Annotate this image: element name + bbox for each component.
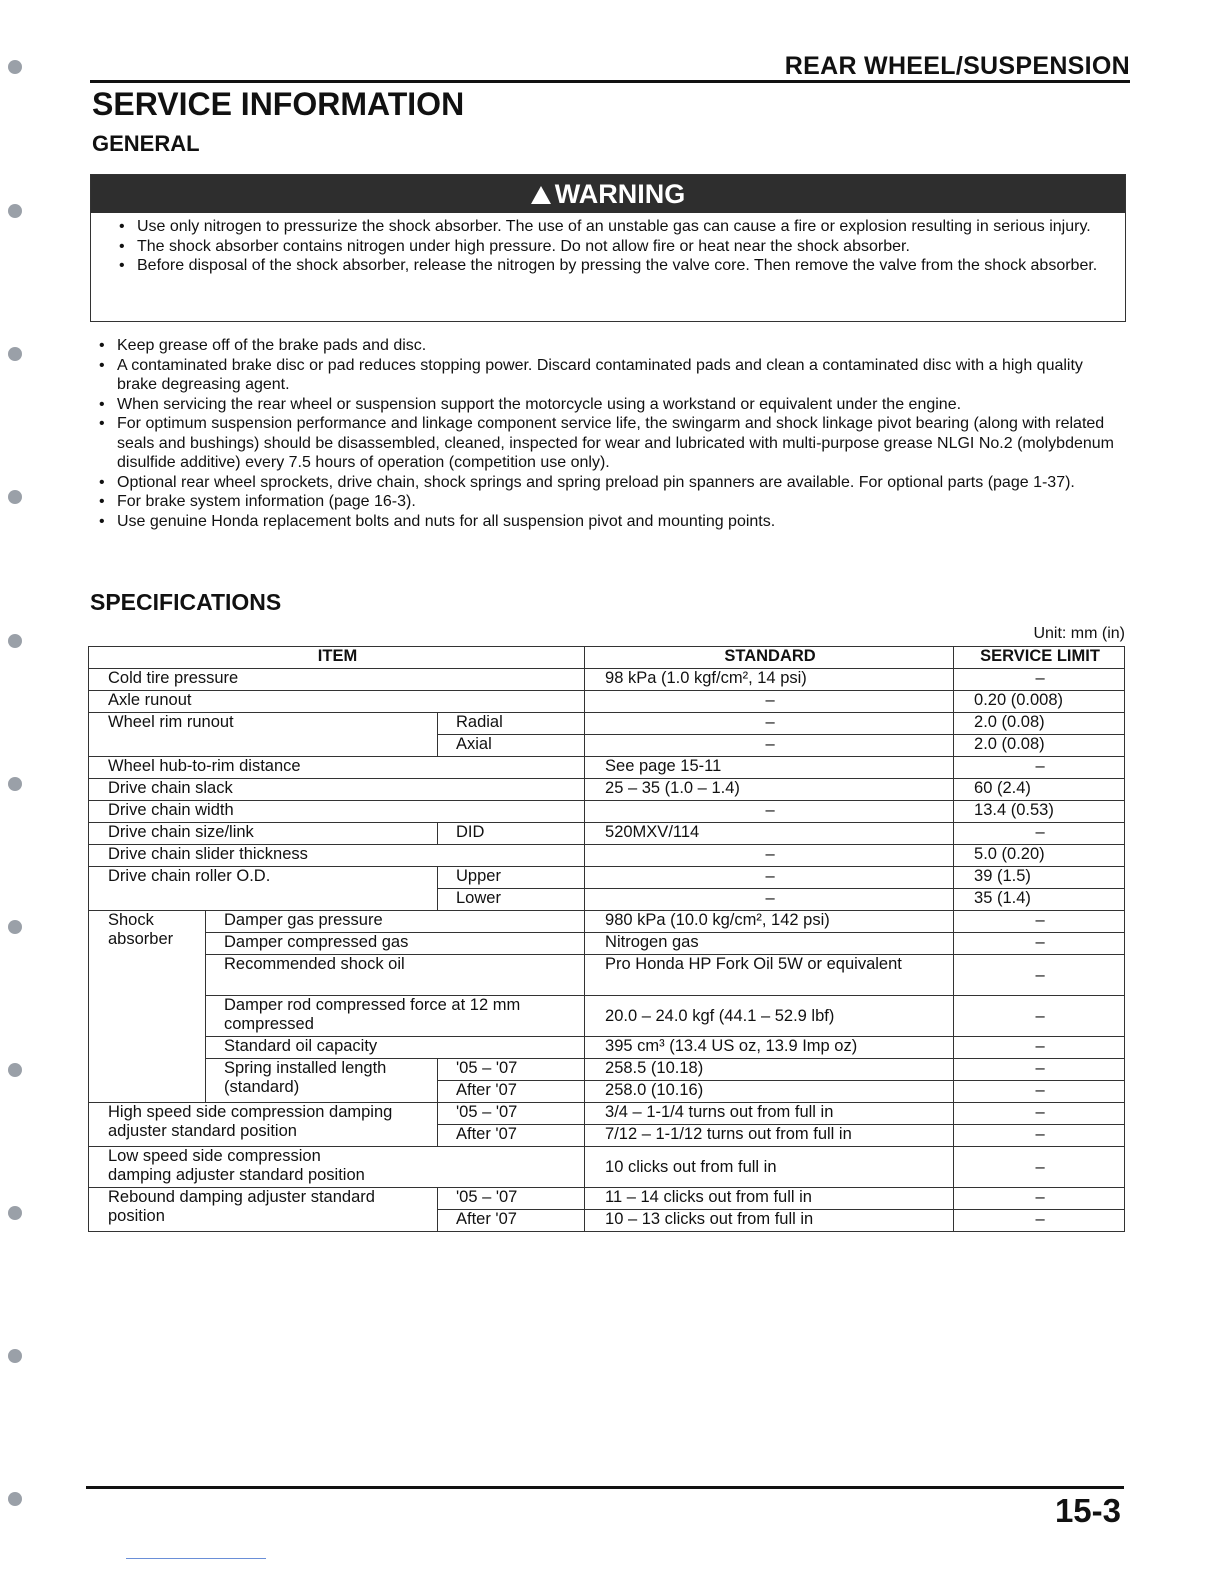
limit-cell: –	[954, 1081, 1125, 1103]
header-divider	[90, 80, 1130, 83]
shock-absorber-label: Shock absorber	[89, 911, 206, 1103]
limit-cell: –	[954, 933, 1125, 955]
item-cell: Drive chain slider thickness	[89, 845, 585, 867]
standard-cell: –	[585, 735, 954, 757]
item-cell: Damper compressed gas	[206, 933, 585, 955]
table-row	[89, 845, 1125, 867]
general-item: • When servicing the rear wheel or suspension support the motorcycle using a workstand or equivalent under the engine.	[117, 395, 1127, 415]
standard-cell: –	[585, 713, 954, 735]
specifications-heading: SPECIFICATIONS	[90, 589, 282, 615]
standard-cell: 520MXV/114	[585, 823, 954, 845]
sub-item-cell: Radial	[438, 713, 585, 735]
table-row	[89, 757, 1125, 779]
table-row	[89, 867, 1125, 889]
limit-cell: –	[954, 757, 1125, 779]
limit-cell: 13.4 (0.53)	[954, 801, 1125, 823]
standard-cell: 395 cm³ (13.4 US oz, 13.9 Imp oz)	[585, 1037, 954, 1059]
footer-divider	[86, 1486, 1124, 1489]
warning-triangle-icon	[531, 186, 551, 204]
table-row	[89, 691, 1125, 713]
sub-item-cell: Upper	[438, 867, 585, 889]
general-item: • A contaminated brake disc or pad reduces stopping power. Discard contaminated pads and clean a contaminated disc with a high quality brake degreasing agent.	[117, 356, 1127, 395]
warning-item: • Use only nitrogen to pressurize the shock absorber. The use of an unstable gas can cause a fire or explosion resulting in serious injury.	[137, 217, 1109, 237]
item-cell: Spring installed length (standard)	[206, 1059, 438, 1103]
limit-cell: –	[954, 669, 1125, 691]
specifications-table	[88, 646, 1125, 1232]
table-row	[89, 933, 1125, 955]
page-number: 15-3	[1054, 1492, 1121, 1529]
standard-cell: 258.5 (10.18)	[585, 1059, 954, 1081]
unit-label: Unit: mm (in)	[1033, 625, 1125, 642]
binder-hole	[8, 347, 22, 361]
general-item: • Keep grease off of the brake pads and disc.	[117, 336, 1127, 356]
item-cell: Axle runout	[89, 691, 585, 713]
item-cell: Cold tire pressure	[89, 669, 585, 691]
item-cell: Drive chain roller O.D.	[89, 867, 438, 911]
table-row	[89, 1059, 1125, 1081]
table-row	[89, 779, 1125, 801]
limit-cell: 39 (1.5)	[954, 867, 1125, 889]
sub-item-cell: After '07	[438, 1210, 585, 1232]
standard-cell: 25 – 35 (1.0 – 1.4)	[585, 779, 954, 801]
page-title: SERVICE INFORMATION	[92, 86, 465, 122]
warning-banner	[91, 175, 1125, 213]
warning-list	[91, 217, 1125, 276]
general-heading: GENERAL	[92, 131, 200, 156]
item-cell: Drive chain size/link	[89, 823, 438, 845]
table-row	[89, 996, 1125, 1037]
binder-hole	[8, 634, 22, 648]
standard-cell: 98 kPa (1.0 kgf/cm², 14 psi)	[585, 669, 954, 691]
item-cell: Rebound damping adjuster standard position	[89, 1188, 438, 1232]
item-cell: Wheel rim runout	[89, 713, 438, 757]
binder-hole	[8, 1063, 22, 1077]
binder-hole	[8, 204, 22, 218]
binder-hole	[8, 60, 22, 74]
warning-label: WARNING	[554, 179, 686, 209]
limit-cell: –	[954, 955, 1125, 996]
limit-cell: –	[954, 911, 1125, 933]
table-row	[89, 801, 1125, 823]
standard-cell: –	[585, 889, 954, 911]
table-row	[89, 1147, 1125, 1188]
binder-hole	[8, 490, 22, 504]
standard-cell: 258.0 (10.16)	[585, 1081, 954, 1103]
standard-cell: 10 – 13 clicks out from full in	[585, 1210, 954, 1232]
standard-cell: 980 kPa (10.0 kg/cm², 142 psi)	[585, 911, 954, 933]
standard-cell: 20.0 – 24.0 kgf (44.1 – 52.9 lbf)	[585, 996, 954, 1037]
column-header-item: ITEM	[89, 647, 585, 669]
sub-item-cell: After '07	[438, 1125, 585, 1147]
sub-item-cell: '05 – '07	[438, 1103, 585, 1125]
sub-item-cell: '05 – '07	[438, 1188, 585, 1210]
binder-hole	[8, 777, 22, 791]
limit-cell: –	[954, 1125, 1125, 1147]
general-item: • Use genuine Honda replacement bolts and nuts for all suspension pivot and mounting points.	[117, 512, 1127, 532]
sub-item-cell: DID	[438, 823, 585, 845]
standard-cell: Pro Honda HP Fork Oil 5W or equivalent	[585, 955, 954, 996]
item-cell: Recommended shock oil	[206, 955, 585, 996]
warning-item: • The shock absorber contains nitrogen under high pressure. Do not allow fire or heat near the shock absorber.	[137, 237, 1109, 257]
sub-item-cell: '05 – '07	[438, 1059, 585, 1081]
limit-cell: 0.20 (0.008)	[954, 691, 1125, 713]
item-cell: Drive chain slack	[89, 779, 585, 801]
limit-cell: 2.0 (0.08)	[954, 735, 1125, 757]
limit-cell: –	[954, 1188, 1125, 1210]
warning-box	[90, 174, 1126, 322]
item-cell: High speed side compression damping adjuster standard position	[89, 1103, 438, 1147]
standard-cell: 3/4 – 1-1/4 turns out from full in	[585, 1103, 954, 1125]
standard-cell: 11 – 14 clicks out from full in	[585, 1188, 954, 1210]
limit-cell: –	[954, 1059, 1125, 1081]
general-item: • For brake system information (page 16-3).	[117, 492, 1127, 512]
section-title: REAR WHEEL/SUSPENSION	[784, 52, 1130, 80]
standard-cell: 7/12 – 1-1/12 turns out from full in	[585, 1125, 954, 1147]
limit-cell: 35 (1.4)	[954, 889, 1125, 911]
table-row	[89, 1103, 1125, 1125]
scan-artifact-line	[126, 1558, 266, 1559]
binder-hole	[8, 1206, 22, 1220]
limit-cell: –	[954, 823, 1125, 845]
general-item: • For optimum suspension performance and linkage component service life, the swingarm and shock linkage pivot bearing (along with related seals and bushings) should be disassembled, cleaned, inspected for wear and lubricated with multi-purpose grease NLGI No.2 (molybdenum disulfide additive) every 7.5 hours of operation (competition use only).	[117, 414, 1127, 473]
sub-item-cell: After '07	[438, 1081, 585, 1103]
column-header-limit: SERVICE LIMIT	[954, 647, 1125, 669]
standard-cell: 10 clicks out from full in	[585, 1147, 954, 1188]
general-item: • Optional rear wheel sprockets, drive chain, shock springs and spring preload pin spanners are available. For optional parts (page 1-37).	[117, 473, 1127, 493]
standard-cell: –	[585, 845, 954, 867]
column-header-standard: STANDARD	[585, 647, 954, 669]
standard-cell: See page 15-11	[585, 757, 954, 779]
item-cell: Standard oil capacity	[206, 1037, 585, 1059]
item-cell: Damper rod compressed force at 12 mm compressed	[206, 996, 585, 1037]
binder-hole	[8, 920, 22, 934]
limit-cell: 2.0 (0.08)	[954, 713, 1125, 735]
table-row	[89, 1188, 1125, 1210]
limit-cell: –	[954, 1103, 1125, 1125]
limit-cell: –	[954, 1037, 1125, 1059]
item-cell: Low speed side compression damping adjuster standard position	[89, 1147, 585, 1188]
limit-cell: –	[954, 1147, 1125, 1188]
binder-hole	[8, 1349, 22, 1363]
binder-hole	[8, 1492, 22, 1506]
table-row	[89, 713, 1125, 735]
standard-cell: –	[585, 867, 954, 889]
table-row	[89, 669, 1125, 691]
warning-item: • Before disposal of the shock absorber, release the nitrogen by pressing the valve core. Then remove the valve from the shock absorber.	[137, 256, 1109, 276]
general-list	[117, 336, 1127, 531]
sub-item-cell: Axial	[438, 735, 585, 757]
table-header-row	[89, 647, 1125, 669]
limit-cell: 5.0 (0.20)	[954, 845, 1125, 867]
table-row	[89, 1037, 1125, 1059]
standard-cell: Nitrogen gas	[585, 933, 954, 955]
item-cell: Wheel hub-to-rim distance	[89, 757, 585, 779]
table-row	[89, 955, 1125, 996]
limit-cell: –	[954, 996, 1125, 1037]
table-row	[89, 911, 1125, 933]
item-cell: Drive chain width	[89, 801, 585, 823]
table-row	[89, 823, 1125, 845]
standard-cell: –	[585, 691, 954, 713]
standard-cell: –	[585, 801, 954, 823]
limit-cell: 60 (2.4)	[954, 779, 1125, 801]
sub-item-cell: Lower	[438, 889, 585, 911]
item-cell: Damper gas pressure	[206, 911, 585, 933]
limit-cell: –	[954, 1210, 1125, 1232]
